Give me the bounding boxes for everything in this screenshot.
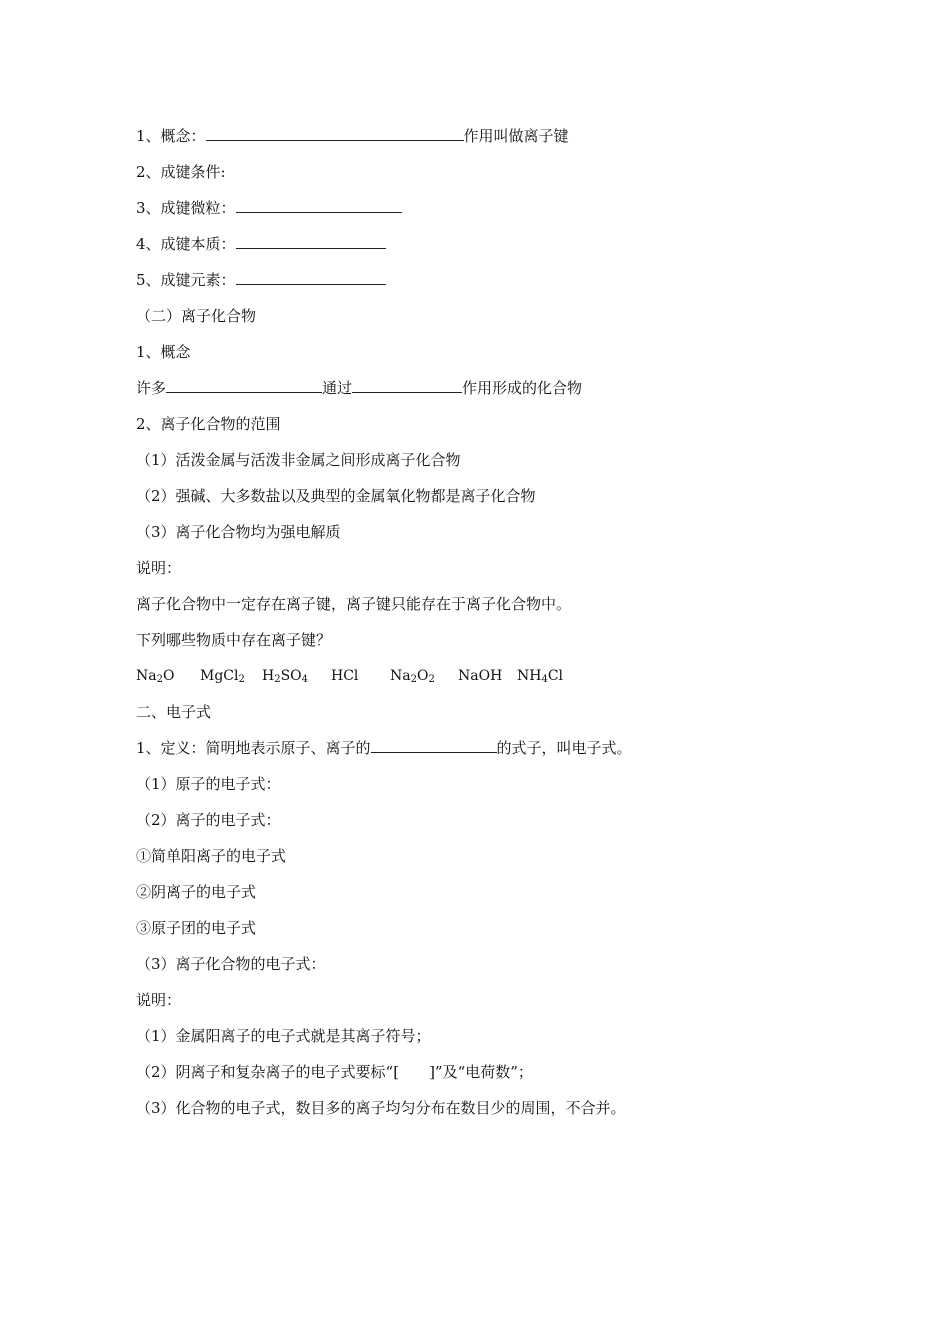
concept-blank[interactable] [206,126,464,141]
molecule-item: MgCl$_2$ [200,668,245,685]
elements-label: 5、成键元素： [136,271,236,289]
concept-label: 1、概念： [136,127,206,145]
compound-concept-suffix: 作用形成的化合物 [462,379,583,397]
compound-blank-2[interactable] [352,378,462,393]
particles-blank[interactable] [236,198,402,213]
compound-concept-heading: 1、概念 [136,343,191,361]
condition-label: 2、成键条件: [136,163,226,181]
molecule-item: $Na_2O$ [136,668,175,685]
atom-formula: （1）原子的电子式： [136,775,281,793]
question-text: 下列哪些物质中存在离子键？ [136,631,332,649]
compound-blank-1[interactable] [166,378,322,393]
nature-label: 4、成键本质： [136,235,236,253]
concept-line [136,126,569,146]
concept-suffix: 作用叫做离子键 [463,127,569,145]
ionic-compound-heading: （二）离子化合物 [136,307,257,325]
molecule-item: $H_2SO_4$ [262,668,309,685]
compound-note-label: 说明： [136,559,182,577]
definition-prefix: 1、定义：简明地表示原子、离子的 [136,739,371,757]
definition-blank[interactable] [371,738,497,753]
ion-item-3: ③原子团的电子式 [136,919,257,937]
particles-line [136,198,402,218]
molecule-item: $NH_4Cl$ [517,668,564,685]
molecule-item: NaOH [458,668,503,684]
elements-blank[interactable] [236,270,386,285]
range-item-1: （1）活泼金属与活泼非金属之间形成离子化合物 [136,451,461,469]
compound-concept-prefix: 许多 [136,379,167,397]
ion-formula: （2）离子的电子式： [136,811,281,829]
compound-concept-line [136,378,582,398]
definition-suffix: 的式子，叫电子式。 [496,739,632,757]
compound-formula: （3）离子化合物的电子式： [136,955,326,973]
particles-label: 3、成键微粒： [136,199,236,217]
nature-line [136,234,386,254]
elements-line [136,270,386,290]
formula-note-2: （2）阴离子和复杂离子的电子式要标“[ ]”及“电荷数”； [136,1063,533,1081]
ion-item-1: ①简单阳离子的电子式 [136,847,287,865]
ion-item-2: ②阴离子的电子式 [136,883,257,901]
condition-line [136,162,226,182]
formula-note-label: 说明： [136,991,182,1009]
molecule-item: $Na_2O_2$ [390,668,435,685]
formula-note-3: （3）化合物的电子式，数目多的离子均匀分布在数目少的周围，不合并。 [136,1099,626,1117]
range-heading: 2、离子化合物的范围 [136,415,281,433]
range-item-3: （3）离子化合物均为强电解质 [136,523,341,541]
compound-concept-mid: 通过 [322,379,353,397]
formula-note-1: （1）金属阳离子的电子式就是其离子符号； [136,1027,431,1045]
range-item-2: （2）强碱、大多数盐以及典型的金属氧化物都是离子化合物 [136,487,536,505]
electron-formula-heading: 二、电子式 [136,703,212,721]
definition-line [136,738,632,758]
molecule-item: HCl [331,668,359,684]
nature-blank[interactable] [236,234,386,249]
compound-note-text: 离子化合物中一定存在离子键，离子键只能存在于离子化合物中。 [136,595,572,613]
